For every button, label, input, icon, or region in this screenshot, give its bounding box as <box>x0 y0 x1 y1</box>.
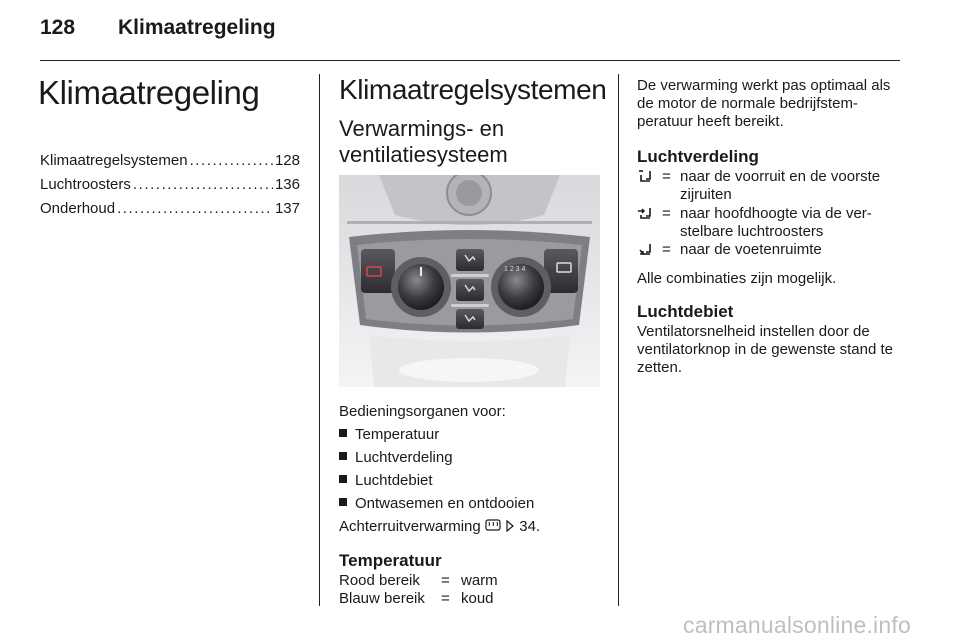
temperature-eq: = <box>441 590 450 607</box>
bullet-item <box>339 449 453 466</box>
temperature-term: Rood bereik <box>339 572 420 589</box>
air-flow-text: Ventilatorsnelheid instellen door de ventilatorknop in de gewenste stand te zetten. <box>637 323 894 376</box>
toc-label: Klimaatregelsystemen <box>40 152 188 169</box>
air-distribution-def-line2: zijruiten <box>680 186 732 203</box>
column-divider-left <box>319 74 320 606</box>
rear-window-heating-label: Achterruitverwarming <box>339 518 481 535</box>
bullet-text: Ontwasemen en ontdooien <box>355 495 535 512</box>
controls-intro: Bedieningsorganen voor: <box>339 403 506 420</box>
subsection-title: Verwarmings- en ventilatiesysteem <box>339 116 508 167</box>
svg-text:1 2 3 4: 1 2 3 4 <box>504 266 526 273</box>
heating-intro: De verwarming werkt pas optimaal als de motor de normale bedrijfstem-peratuur heeft bereikt. <box>637 77 891 130</box>
rear-window-heating-icon <box>485 519 501 532</box>
toc-entry-air-vents[interactable] <box>40 176 300 193</box>
toc-label: Luchtroosters <box>40 176 131 193</box>
air-distribution-def-line2: stelbare luchtroosters <box>680 223 824 240</box>
bullet-square <box>339 475 347 483</box>
air-flow-heading: Luchtdebiet <box>637 302 734 321</box>
column-divider-right <box>618 74 619 606</box>
rear-window-heating-page: 34. <box>519 518 541 535</box>
section-title: Klimaatregelsystemen <box>339 74 607 105</box>
toc-page: 136 <box>274 176 300 193</box>
temperature-term: Blauw bereik <box>339 590 425 607</box>
air-distribution-def-line1: naar de voetenruimte <box>680 241 822 258</box>
bullet-item <box>339 472 433 489</box>
watermark: carmanualsonline.info <box>683 612 911 638</box>
toc-page: 137 <box>274 200 300 217</box>
bullet-text: Luchtdebiet <box>355 472 433 489</box>
face-airflow-icon <box>637 206 655 220</box>
air-distribution-def-line1: naar de voorruit en de voorste <box>680 168 881 185</box>
toc-page: 128 <box>274 152 300 169</box>
toc-leader <box>117 200 273 217</box>
running-title: Klimaatregeling <box>118 16 276 39</box>
air-distribution-eq: = <box>662 168 671 185</box>
windscreen-airflow-icon <box>637 169 655 183</box>
footwell-airflow-icon <box>637 242 655 256</box>
toc-label: Onderhoud <box>40 200 116 217</box>
toc-leader <box>133 176 273 193</box>
air-distribution-heading: Luchtverdeling <box>637 147 759 166</box>
rear-window-heating-line <box>339 518 540 536</box>
toc-leader <box>190 152 273 169</box>
bullet-square <box>339 498 347 506</box>
chapter-title: Klimaatregeling <box>38 74 260 111</box>
page-number: 128 <box>40 16 76 39</box>
temperature-def: warm <box>461 572 498 589</box>
header-rule <box>40 60 900 61</box>
bullet-square <box>339 429 347 437</box>
air-distribution-eq: = <box>662 241 671 258</box>
air-distribution-note: Alle combinaties zijn mogelijk. <box>637 270 837 287</box>
bullet-text: Temperatuur <box>355 426 440 443</box>
toc-entry-maintenance[interactable] <box>40 200 300 217</box>
toc-entry-climate-systems[interactable] <box>40 152 300 169</box>
page-reference-icon <box>505 520 515 532</box>
temperature-def: koud <box>461 590 494 607</box>
bullet-item <box>339 495 534 512</box>
temperature-heading: Temperatuur <box>339 551 442 570</box>
bullet-item <box>339 426 439 443</box>
air-distribution-def-line1: naar hoofdhoogte via de ver- <box>680 205 872 222</box>
temperature-eq: = <box>441 572 450 589</box>
climate-control-panel-photo <box>339 175 600 387</box>
bullet-text: Luchtverdeling <box>355 449 453 466</box>
air-distribution-eq: = <box>662 205 671 222</box>
bullet-square <box>339 452 347 460</box>
